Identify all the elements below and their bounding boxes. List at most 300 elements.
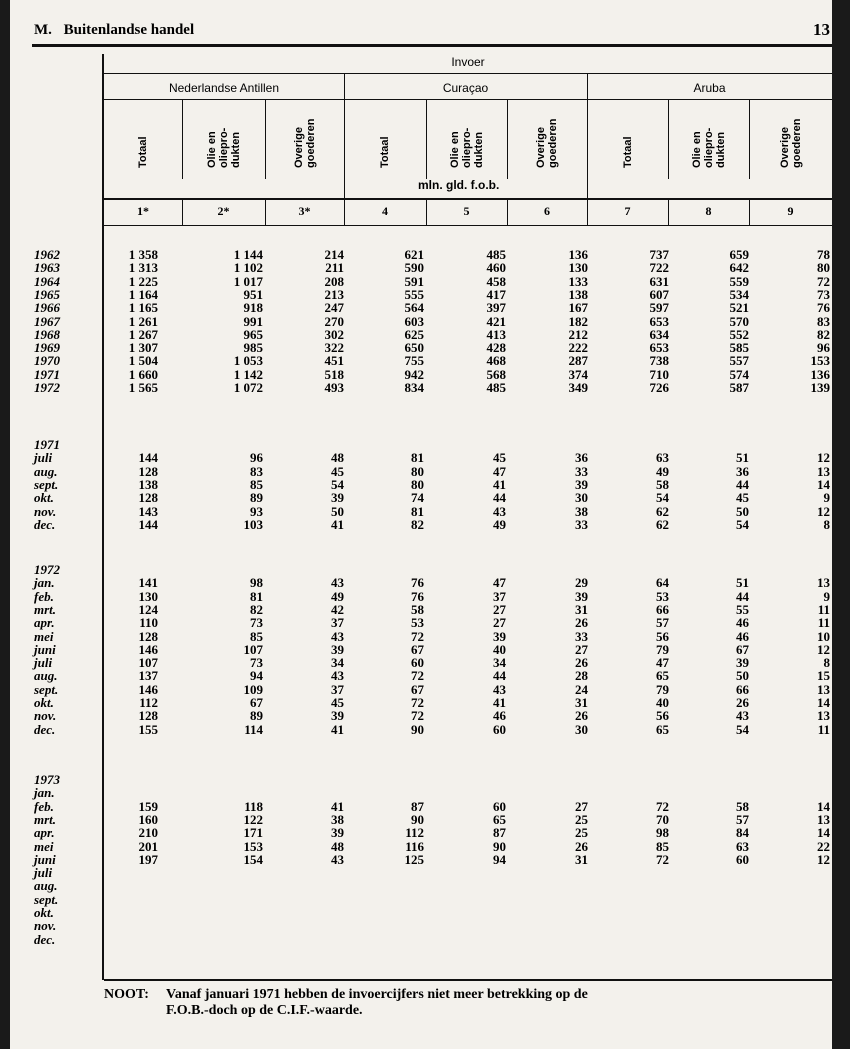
table-cell: 213 [324, 286, 344, 302]
table-cell: 49 [656, 463, 669, 479]
row-label: 1969 [34, 340, 60, 356]
row-label: feb. [34, 588, 54, 604]
column-header: Overige goederen [778, 118, 803, 168]
table-cell: 12 [817, 503, 830, 519]
table-cell: 287 [568, 353, 588, 369]
table-cell: 84 [736, 825, 749, 841]
table-cell: 67 [250, 695, 263, 710]
table-cell: 45 [493, 450, 506, 466]
table-cell: 738 [649, 353, 669, 369]
table-cell: 29 [575, 575, 588, 591]
table-cell: 1 660 [128, 366, 158, 382]
group-header: Aruba [693, 81, 726, 95]
table-cell: 37 [331, 681, 344, 697]
table-cell: 146 [138, 681, 158, 697]
table-cell: 138 [568, 286, 588, 302]
table-cell: 43 [493, 503, 506, 519]
table-cell: 64 [656, 575, 669, 591]
table-cell: 47 [656, 655, 669, 671]
table-cell: 11 [817, 615, 830, 631]
table-cell: 96 [817, 340, 830, 356]
colnum-rule [104, 225, 832, 226]
table-cell: 552 [729, 326, 749, 342]
table-cell: 521 [729, 300, 749, 316]
table-cell: 737 [649, 247, 669, 262]
row-label: 1965 [34, 286, 60, 302]
table-cell: 834 [404, 380, 424, 395]
table-cell: 710 [649, 366, 669, 382]
table-cell: 72 [411, 695, 424, 710]
table-cell: 109 [243, 681, 263, 697]
row-label: juni [34, 851, 56, 867]
table-cell: 130 [138, 588, 158, 604]
table-cell: 417 [486, 286, 506, 302]
table-cell: 722 [649, 260, 669, 276]
table-cell: 965 [243, 326, 263, 342]
col-divider [426, 99, 427, 179]
table-cell: 94 [250, 668, 263, 684]
column-header: Overige goederen [292, 118, 317, 168]
table-cell: 41 [331, 516, 344, 532]
table-cell: 755 [404, 353, 424, 369]
row-label: sept. [34, 681, 59, 697]
table-cell: 130 [568, 260, 588, 276]
table-cell: 26 [575, 838, 588, 854]
table-cell: 621 [404, 247, 424, 262]
table-cell: 122 [243, 811, 263, 827]
invoer-rule [104, 73, 832, 74]
table-cell: 13 [817, 681, 830, 697]
table-cell: 28 [575, 668, 588, 684]
table-cell: 26 [575, 615, 588, 631]
table-cell: 607 [649, 286, 669, 302]
table-cell: 65 [656, 721, 669, 737]
table-cell: 110 [139, 615, 158, 631]
table-cell: 597 [649, 300, 669, 316]
table-cell: 76 [411, 588, 424, 604]
table-cell: 1 307 [128, 340, 158, 356]
table-cell: 34 [493, 655, 506, 671]
table-cell: 43 [736, 708, 749, 724]
table-cell: 60 [736, 851, 749, 867]
table-cell: 98 [250, 575, 263, 591]
table-cell: 27 [575, 798, 588, 814]
table-cell: 31 [575, 601, 588, 617]
table-cell: 79 [656, 681, 669, 697]
table-cell: 31 [575, 695, 588, 710]
table-cell: 942 [404, 366, 424, 382]
bottom-rule [104, 979, 832, 981]
col-divider [668, 99, 669, 179]
table-cell: 112 [405, 825, 424, 841]
table-cell: 985 [243, 340, 263, 356]
table-cell: 421 [486, 313, 506, 329]
table-cell: 65 [493, 811, 506, 827]
table-cell: 33 [575, 463, 588, 479]
table-cell: 918 [243, 300, 263, 316]
row-label: apr. [34, 615, 55, 631]
column-number: 6 [544, 204, 550, 218]
table-cell: 143 [138, 503, 158, 519]
table-cell: 128 [138, 628, 158, 644]
block-heading: 1972 [34, 562, 60, 577]
table-cell: 26 [736, 695, 749, 710]
table-cell: 128 [138, 463, 158, 479]
row-label: mei [34, 628, 54, 644]
table-cell: 13 [817, 575, 830, 591]
table-cell: 72 [411, 708, 424, 724]
table-cell: 42 [331, 601, 344, 617]
table-cell: 634 [649, 326, 669, 342]
table-cell: 26 [575, 655, 588, 671]
table-cell: 67 [411, 681, 424, 697]
table-cell: 60 [411, 655, 424, 671]
table-cell: 555 [404, 286, 424, 302]
table-cell: 45 [736, 490, 749, 506]
row-label: juli [34, 865, 53, 881]
table-cell: 39 [575, 588, 588, 604]
table-cell: 51 [736, 450, 749, 466]
column-header: Totaal [137, 136, 149, 168]
table-cell: 54 [736, 721, 749, 737]
table-cell: 160 [138, 811, 158, 827]
table-cell: 141 [138, 575, 158, 591]
table-cell: 397 [486, 300, 506, 316]
column-header: Olie en oliepro- dukten [448, 127, 485, 168]
table-cell: 374 [568, 366, 588, 382]
table-cell: 1 261 [128, 313, 158, 329]
table-cell: 14 [817, 798, 830, 814]
footnote-line: F.O.B.-doch op de C.I.F.-waarde. [166, 1003, 363, 1018]
table-cell: 46 [493, 708, 506, 724]
table-cell: 564 [404, 300, 424, 316]
table-cell: 73 [817, 286, 830, 302]
section-letter: M. [34, 22, 52, 38]
table-cell: 36 [575, 450, 588, 466]
table-cell: 726 [649, 380, 669, 395]
table-cell: 73 [250, 615, 263, 631]
group-header: Curaçao [442, 81, 489, 95]
table-cell: 58 [411, 601, 424, 617]
table-cell: 72 [817, 273, 830, 289]
table-cell: 585 [729, 340, 749, 356]
table-cell: 154 [243, 851, 263, 867]
table-cell: 625 [404, 326, 424, 342]
table-cell: 25 [575, 811, 588, 827]
table-cell: 78 [817, 247, 830, 262]
row-label: nov. [34, 708, 57, 724]
column-header: Olie en oliepro- dukten [205, 127, 242, 168]
row-label: dec. [34, 931, 56, 947]
table-cell: 85 [250, 628, 263, 644]
table-cell: 590 [404, 260, 424, 276]
table-cell: 93 [250, 503, 263, 519]
table-cell: 13 [817, 708, 830, 724]
table-cell: 81 [250, 588, 263, 604]
table-cell: 518 [324, 366, 344, 382]
row-label: okt. [34, 695, 54, 710]
table-cell: 570 [729, 313, 749, 329]
table-cell: 80 [817, 260, 830, 276]
table-cell: 41 [493, 476, 506, 492]
table-cell: 81 [411, 503, 424, 519]
table-cell: 139 [810, 380, 830, 395]
table-cell: 27 [493, 601, 506, 617]
column-number: 2* [217, 204, 230, 218]
table-cell: 22 [817, 838, 830, 854]
row-label: mrt. [34, 601, 57, 617]
table-cell: 63 [656, 450, 669, 466]
table-cell: 103 [243, 516, 263, 532]
table-cell: 30 [575, 721, 588, 737]
table-cell: 413 [486, 326, 506, 342]
table-cell: 322 [324, 340, 344, 356]
table-cell: 9 [823, 588, 830, 604]
row-label: nov. [34, 918, 57, 934]
table-cell: 45 [331, 695, 344, 710]
table-cell: 36 [736, 463, 749, 479]
table-cell: 37 [331, 615, 344, 631]
row-label: dec. [34, 721, 56, 737]
row-label: okt. [34, 905, 54, 920]
table-cell: 1 017 [233, 273, 263, 289]
table-cell: 57 [656, 615, 669, 631]
table-cell: 485 [486, 380, 506, 395]
table-cell: 72 [411, 628, 424, 644]
table-cell: 53 [411, 615, 424, 631]
table-cell: 12 [817, 851, 830, 867]
table-cell: 451 [324, 353, 344, 369]
col-divider [265, 99, 266, 179]
table-cell: 56 [656, 628, 669, 644]
table-cell: 574 [729, 366, 749, 382]
column-number: 9 [787, 204, 794, 218]
column-number: 4 [382, 204, 388, 218]
table-cell: 39 [331, 641, 344, 657]
table-cell: 43 [493, 681, 506, 697]
table-cell: 25 [575, 825, 588, 841]
table-cell: 58 [736, 798, 749, 814]
row-label: aug. [34, 668, 58, 684]
column-number: 5 [463, 204, 470, 218]
table-cell: 128 [138, 490, 158, 506]
table-cell: 58 [656, 476, 669, 492]
table-cell: 57 [736, 811, 749, 827]
table-cell: 124 [138, 601, 158, 617]
footnote-line: Vanaf januari 1971 hebben de invoercijfers niet meer betrekking op de [166, 987, 588, 1002]
table-cell: 493 [324, 380, 344, 395]
table-cell: 66 [736, 681, 749, 697]
table-cell: 26 [575, 708, 588, 724]
col-divider [182, 99, 183, 179]
table-cell: 1 225 [128, 273, 158, 289]
table-cell: 14 [817, 695, 830, 710]
table-cell: 171 [243, 825, 263, 841]
table-cell: 44 [736, 476, 749, 492]
table-cell: 54 [656, 490, 669, 506]
table-cell: 144 [138, 450, 158, 466]
table-cell: 49 [331, 588, 344, 604]
table-cell: 534 [729, 286, 749, 302]
table-cell: 270 [324, 313, 344, 329]
table-cell: 43 [331, 668, 344, 684]
table-cell: 90 [411, 811, 424, 827]
table-cell: 40 [656, 695, 669, 710]
table-cell: 90 [493, 838, 506, 854]
table-cell: 591 [404, 273, 424, 289]
table-cell: 41 [331, 798, 344, 814]
block-heading: 1971 [34, 437, 60, 452]
table-cell: 53 [656, 588, 669, 604]
table-cell: 73 [250, 655, 263, 671]
table-cell: 43 [331, 628, 344, 644]
table-cell: 89 [250, 708, 263, 724]
table-cell: 167 [568, 300, 588, 316]
table-cell: 44 [736, 588, 749, 604]
table-cell: 201 [138, 838, 158, 854]
table-cell: 12 [817, 450, 830, 466]
table-cell: 96 [250, 450, 263, 466]
unit-label: mln. gld. f.o.b. [418, 178, 500, 192]
table-cell: 44 [493, 490, 506, 506]
table-cell: 50 [736, 503, 749, 519]
row-label: jan. [34, 785, 55, 801]
table-cell: 31 [575, 851, 588, 867]
table-cell: 50 [736, 668, 749, 684]
table-cell: 82 [817, 326, 830, 342]
table-cell: 1 565 [128, 380, 158, 395]
block-heading: 1973 [34, 772, 60, 787]
row-label: mei [34, 838, 54, 854]
row-label: okt. [34, 490, 54, 506]
table-cell: 138 [138, 476, 158, 492]
table-cell: 55 [736, 601, 749, 617]
table-cell: 659 [729, 247, 749, 262]
section-title: Buitenlandse handel [63, 22, 195, 38]
table-cell: 136 [568, 247, 588, 262]
table-cell: 48 [331, 838, 344, 854]
table-cell: 468 [486, 353, 506, 369]
table-cell: 66 [656, 601, 669, 617]
table-cell: 39 [331, 490, 344, 506]
table-cell: 60 [493, 721, 506, 737]
table-cell: 85 [656, 838, 669, 854]
row-label: 1962 [34, 247, 60, 262]
table-cell: 587 [729, 380, 749, 395]
page-header [34, 22, 202, 39]
footnote-label: NOOT: [104, 987, 149, 1002]
table-cell: 90 [411, 721, 424, 737]
table-cell: 107 [243, 641, 263, 657]
table-cell: 559 [729, 273, 749, 289]
table-cell: 8 [823, 516, 830, 532]
row-label: juli [34, 655, 53, 671]
table-cell: 24 [575, 681, 588, 697]
table-cell: 10 [817, 628, 830, 644]
table-cell: 54 [736, 516, 749, 532]
table-cell: 62 [656, 503, 669, 519]
table-cell: 631 [649, 273, 669, 289]
table-cell: 603 [404, 313, 424, 329]
column-header: Totaal [379, 136, 391, 168]
table-cell: 642 [729, 260, 749, 276]
table-cell: 116 [405, 838, 424, 854]
table-cell: 27 [575, 641, 588, 657]
table-cell: 37 [493, 588, 506, 604]
table-cell: 48 [331, 450, 344, 466]
table-cell: 13 [817, 811, 830, 827]
table-cell: 79 [656, 641, 669, 657]
table-cell: 1 142 [233, 366, 263, 382]
row-label: aug. [34, 463, 58, 479]
table-cell: 125 [404, 851, 424, 867]
table-cell: 8 [823, 655, 830, 671]
table-cell: 46 [736, 615, 749, 631]
row-label: aug. [34, 878, 58, 894]
table-cell: 1 313 [128, 260, 158, 276]
table-cell: 41 [331, 721, 344, 737]
table-cell: 128 [138, 708, 158, 724]
row-label: 1968 [34, 326, 60, 342]
row-label: apr. [34, 825, 55, 841]
table-cell: 107 [138, 655, 158, 671]
row-label: juni [34, 641, 56, 657]
table-cell: 65 [656, 668, 669, 684]
table-cell: 112 [139, 695, 158, 710]
table-cell: 247 [324, 300, 344, 316]
table-cell: 44 [493, 668, 506, 684]
table-cell: 136 [810, 366, 830, 382]
table-cell: 951 [243, 286, 263, 302]
table-cell: 63 [736, 838, 749, 854]
row-label: mrt. [34, 811, 57, 827]
document-page [10, 0, 832, 1049]
table-cell: 1 165 [128, 300, 158, 316]
table-cell: 15 [817, 668, 830, 684]
table-cell: 87 [411, 798, 424, 814]
table-cell: 153 [810, 353, 830, 369]
table-cell: 133 [568, 273, 588, 289]
table-cell: 27 [493, 615, 506, 631]
header-rule [32, 44, 832, 47]
table-cell: 9 [823, 490, 830, 506]
table-cell: 118 [244, 798, 263, 814]
column-number: 1* [137, 204, 149, 218]
column-number: 8 [705, 204, 712, 218]
table-cell: 33 [575, 628, 588, 644]
table-cell: 1 144 [233, 247, 263, 262]
table-cell: 76 [411, 575, 424, 591]
column-header: Olie en oliepro- dukten [690, 127, 727, 168]
col-divider [507, 99, 508, 179]
row-label: sept. [34, 476, 59, 492]
table-cell: 39 [575, 476, 588, 492]
table-cell: 14 [817, 825, 830, 841]
table-cell: 39 [493, 628, 506, 644]
row-label: sept. [34, 891, 59, 907]
group-rule [104, 99, 832, 100]
table-cell: 485 [486, 247, 506, 262]
table-cell: 46 [736, 628, 749, 644]
row-label: jan. [34, 575, 55, 591]
table-cell: 72 [656, 851, 669, 867]
table-cell: 650 [404, 340, 424, 356]
row-label: 1971 [34, 366, 60, 382]
table-cell: 210 [138, 825, 158, 841]
table-cell: 137 [138, 668, 158, 684]
table-cell: 11 [817, 601, 830, 617]
table-cell: 458 [486, 273, 506, 289]
